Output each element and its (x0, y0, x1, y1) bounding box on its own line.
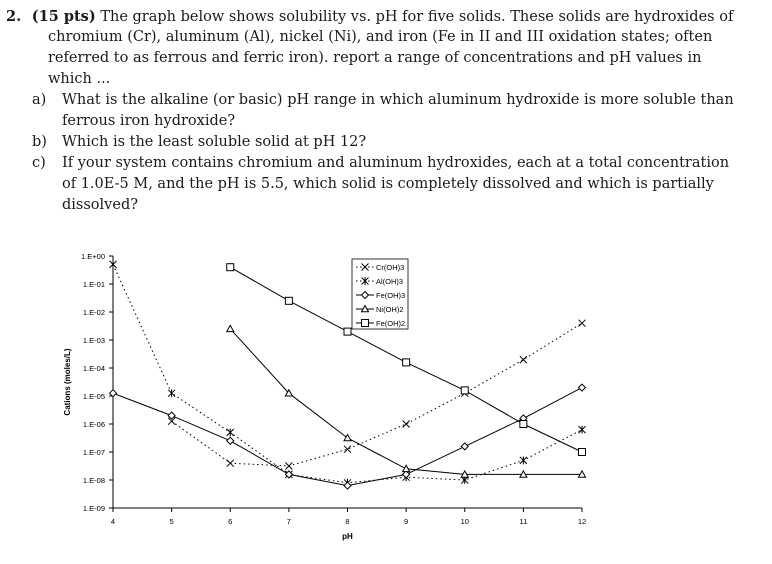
diamond-marker (344, 482, 351, 489)
y-axis-label: Cations (moles/L) (63, 348, 72, 416)
part-a-line-0: What is the alkaline (or basic) pH range in which aluminum hydroxide is more soluble than (62, 92, 734, 108)
asterisk-marker (403, 421, 410, 428)
y-tick-label: 1.E-01 (82, 280, 105, 289)
diamond-shape (227, 437, 234, 444)
y-tick-label: 1.E-07 (82, 448, 105, 457)
y-tick-label: 1.E-02 (82, 308, 105, 317)
legend-label: Fe(OH)3 (376, 291, 406, 300)
square-shape (403, 359, 410, 366)
square-marker (403, 359, 410, 366)
legend-label: Fe(OH)2 (376, 319, 406, 328)
intro-line-1: chromium (Cr), aluminum (Al), nickel (Ni), and iron (Fe in II and III oxidation states; often (48, 29, 713, 45)
triangle-marker (344, 435, 351, 441)
triangle-marker (403, 465, 410, 471)
triangle-shape (227, 325, 234, 331)
square-marker (579, 449, 586, 456)
star-marker (168, 389, 175, 397)
legend-label: Ni(OH)2 (376, 305, 404, 314)
series-line (230, 329, 582, 475)
square-marker (520, 421, 527, 428)
square-shape (227, 264, 234, 271)
intro-line-2: referred to as ferrous and ferric iron). report a range of concentrations and pH values in (48, 50, 702, 66)
legend-item (356, 319, 405, 328)
triangle-shape (344, 435, 351, 441)
x-tick-label: 7 (286, 517, 291, 526)
part-c-line-1: of 1.0E-5 M, and the pH is 5.5, which solid is completely dissolved and which is partially (62, 176, 714, 192)
y-tick-label: 1.E-06 (82, 420, 105, 429)
asterisk-marker (520, 356, 527, 363)
series-line (172, 323, 582, 466)
y-tick-label: 1.E-05 (82, 392, 105, 401)
star-marker (110, 260, 117, 268)
series-nioh2 (227, 325, 586, 477)
y-tick-label: 1.E+00 (81, 252, 105, 261)
x-tick-label: 9 (404, 517, 409, 526)
part-b-label: b) (32, 134, 47, 150)
part-a-line-1: ferrous iron hydroxide? (62, 113, 236, 129)
question-number: 2. (6, 8, 22, 25)
intro-line-3: which ... (48, 71, 111, 87)
x-tick-label: 6 (228, 517, 233, 526)
y-tick-label: 1.E-08 (82, 476, 105, 485)
x-tick-label: 4 (110, 517, 116, 526)
square-shape (362, 320, 369, 327)
question-points: (15 pts) (31, 8, 96, 25)
x-tick-label: 12 (577, 517, 587, 526)
triangle-shape (403, 465, 410, 471)
diamond-marker (461, 443, 468, 450)
asterisk-marker (579, 320, 586, 327)
asterisk-marker (285, 463, 292, 470)
star-marker (520, 456, 527, 464)
x-tick-label: 8 (345, 517, 350, 526)
star-marker (579, 426, 586, 434)
square-shape (461, 387, 468, 394)
diamond-marker (579, 384, 586, 391)
legend (352, 259, 408, 329)
series-croh3 (168, 320, 585, 470)
y-tick-label: 1.E-03 (82, 336, 105, 345)
square-shape (579, 449, 586, 456)
triangle-marker (227, 325, 234, 331)
square-marker (461, 387, 468, 394)
series-aloh3 (110, 260, 586, 486)
square-shape (285, 297, 292, 304)
part-a-label: a) (32, 92, 47, 108)
legend-label: Cr(OH)3 (376, 263, 405, 272)
part-c-label: c) (32, 155, 46, 171)
asterisk-marker (344, 446, 351, 453)
x-axis-label: pH (342, 532, 353, 541)
star-marker (227, 428, 234, 436)
part-c-line-0: If your system contains chromium and aluminum hydroxides, each at a total concentration (62, 155, 730, 171)
diamond-marker (227, 437, 234, 444)
square-marker (285, 297, 292, 304)
y-tick-label: 1.E-09 (82, 504, 105, 513)
legend-label: Al(OH)3 (376, 277, 404, 286)
x-tick-label: 11 (519, 517, 528, 526)
square-shape (520, 421, 527, 428)
asterisk-marker (227, 460, 234, 467)
square-shape (344, 328, 351, 335)
part-b-line-0: Which is the least soluble solid at pH 12? (62, 134, 367, 150)
part-c-line-2: dissolved? (62, 197, 138, 213)
x-tick-label: 10 (460, 517, 469, 526)
diamond-shape (579, 384, 586, 391)
x-tick-label: 5 (169, 517, 174, 526)
diamond-shape (344, 482, 351, 489)
series-line (113, 264, 582, 482)
square-marker (227, 264, 234, 271)
intro-line-0: The graph below shows solubility vs. pH for five solids. These solids are hydroxides of (100, 9, 734, 25)
square-marker (344, 328, 351, 335)
diamond-shape (461, 443, 468, 450)
square-marker (362, 320, 369, 327)
y-tick-label: 1.E-04 (82, 364, 105, 373)
